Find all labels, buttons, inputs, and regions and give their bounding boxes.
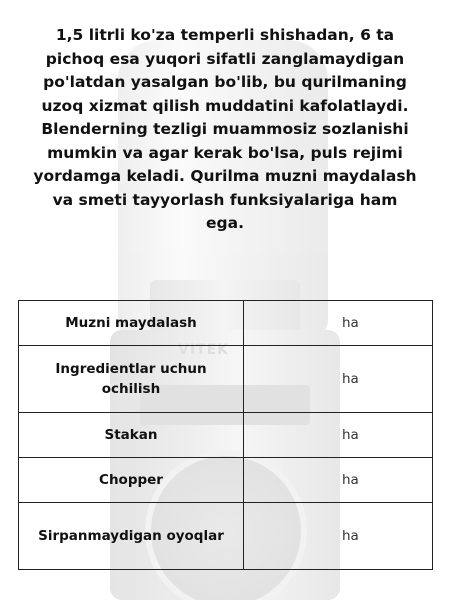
spec-label: Ingredientlar uchun ochilish bbox=[19, 346, 244, 413]
spec-value: ha bbox=[244, 346, 433, 413]
spec-value: ha bbox=[244, 301, 433, 346]
spec-label: Sirpanmaydigan oyoqlar bbox=[19, 503, 244, 570]
spec-value: ha bbox=[244, 458, 433, 503]
spec-label: Stakan bbox=[19, 413, 244, 458]
table-row bbox=[19, 503, 433, 570]
spec-value: ha bbox=[244, 503, 433, 570]
table-row bbox=[19, 301, 433, 346]
table-row bbox=[19, 458, 433, 503]
table-row bbox=[19, 413, 433, 458]
table-row bbox=[19, 346, 433, 413]
spec-label: Chopper bbox=[19, 458, 244, 503]
spec-label: Muzni maydalash bbox=[19, 301, 244, 346]
spec-value: ha bbox=[244, 413, 433, 458]
brand-logo: VITEK bbox=[178, 342, 230, 358]
product-description: 1,5 litrli ko'za temperli shishadan, 6 ta pichoq esa yuqori sifatli zanglamaydigan po'latdan yasalgan bo'lib, bu qurilmaning uzoq xizmat qilish muddatini kafolatlaydi. Blenderning tezligi muammosiz sozlanishi mumkin va agar kerak bo'lsa, puls rejimi yordamga keladi. Qurilma muzni maydalash va smeti tayyorlash funksiyalariga ham ega. bbox=[33, 26, 417, 232]
specs-table bbox=[18, 300, 433, 570]
